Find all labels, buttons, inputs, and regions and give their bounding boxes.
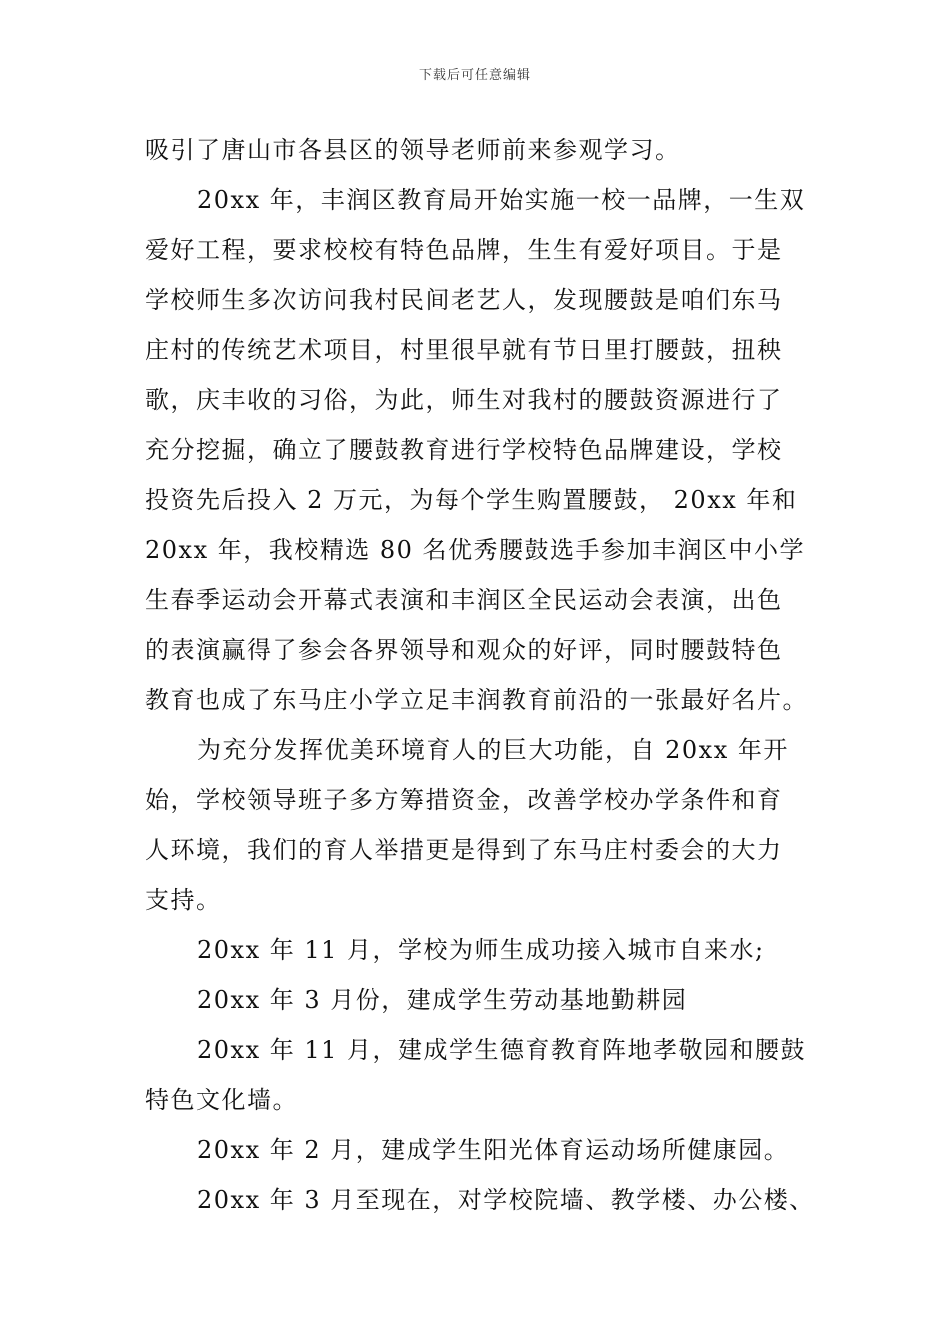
text-line: 充分挖掘，确立了腰鼓教育进行学校特色品牌建设，学校: [145, 436, 783, 464]
text-line: 庄村的传统艺术项目，村里很早就有节日里打腰鼓，扭秧: [145, 336, 783, 364]
text-line: 支持。: [145, 886, 222, 914]
text-line: 20xx 年 11 月，学校为师生成功接入城市自来水;: [197, 936, 765, 964]
text-line: 20xx 年 3 月份，建成学生劳动基地勤耕园: [197, 986, 688, 1014]
text-line: 吸引了唐山市各县区的领导老师前来参观学习。: [145, 136, 681, 164]
text-line: 始，学校领导班子多方筹措资金，改善学校办学条件和育: [145, 786, 783, 814]
text-line: 20xx 年，我校精选 80 名优秀腰鼓选手参加丰润区中小学: [145, 536, 806, 564]
text-line: 人环境，我们的育人举措更是得到了东马庄村委会的大力: [145, 836, 783, 864]
page-header: 下载后可任意编辑: [418, 68, 531, 83]
text-line: 20xx 年 3 月至现在，对学校院墙、教学楼、办公楼、: [197, 1186, 815, 1214]
text-line: 歌，庆丰收的习俗，为此，师生对我村的腰鼓资源进行了: [145, 386, 783, 414]
text-line: 学校师生多次访问我村民间老艺人，发现腰鼓是咱们东马: [145, 286, 783, 314]
text-line: 生春季运动会开幕式表演和丰润区全民运动会表演，出色: [145, 586, 783, 614]
text-line: 爱好工程，要求校校有特色品牌，生生有爱好项目。于是: [145, 236, 783, 264]
text-line: 20xx 年 2 月，建成学生阳光体育运动场所健康园。: [197, 1136, 790, 1164]
text-line: 的表演赢得了参会各界领导和观众的好评，同时腰鼓特色: [145, 636, 783, 664]
text-line: 20xx 年 11 月，建成学生德育教育阵地孝敬园和腰鼓: [197, 1036, 807, 1064]
text-line: 投资先后投入 2 万元，为每个学生购置腰鼓， 20xx 年和: [145, 486, 798, 514]
text-line: 特色文化墙。: [145, 1086, 298, 1114]
text-line: 为充分发挥优美环境育人的巨大功能，自 20xx 年开: [197, 736, 789, 764]
text-line: 20xx 年，丰润区教育局开始实施一校一品牌，一生双: [197, 186, 806, 214]
text-line: 教育也成了东马庄小学立足丰润教育前沿的一张最好名片。: [145, 686, 808, 714]
